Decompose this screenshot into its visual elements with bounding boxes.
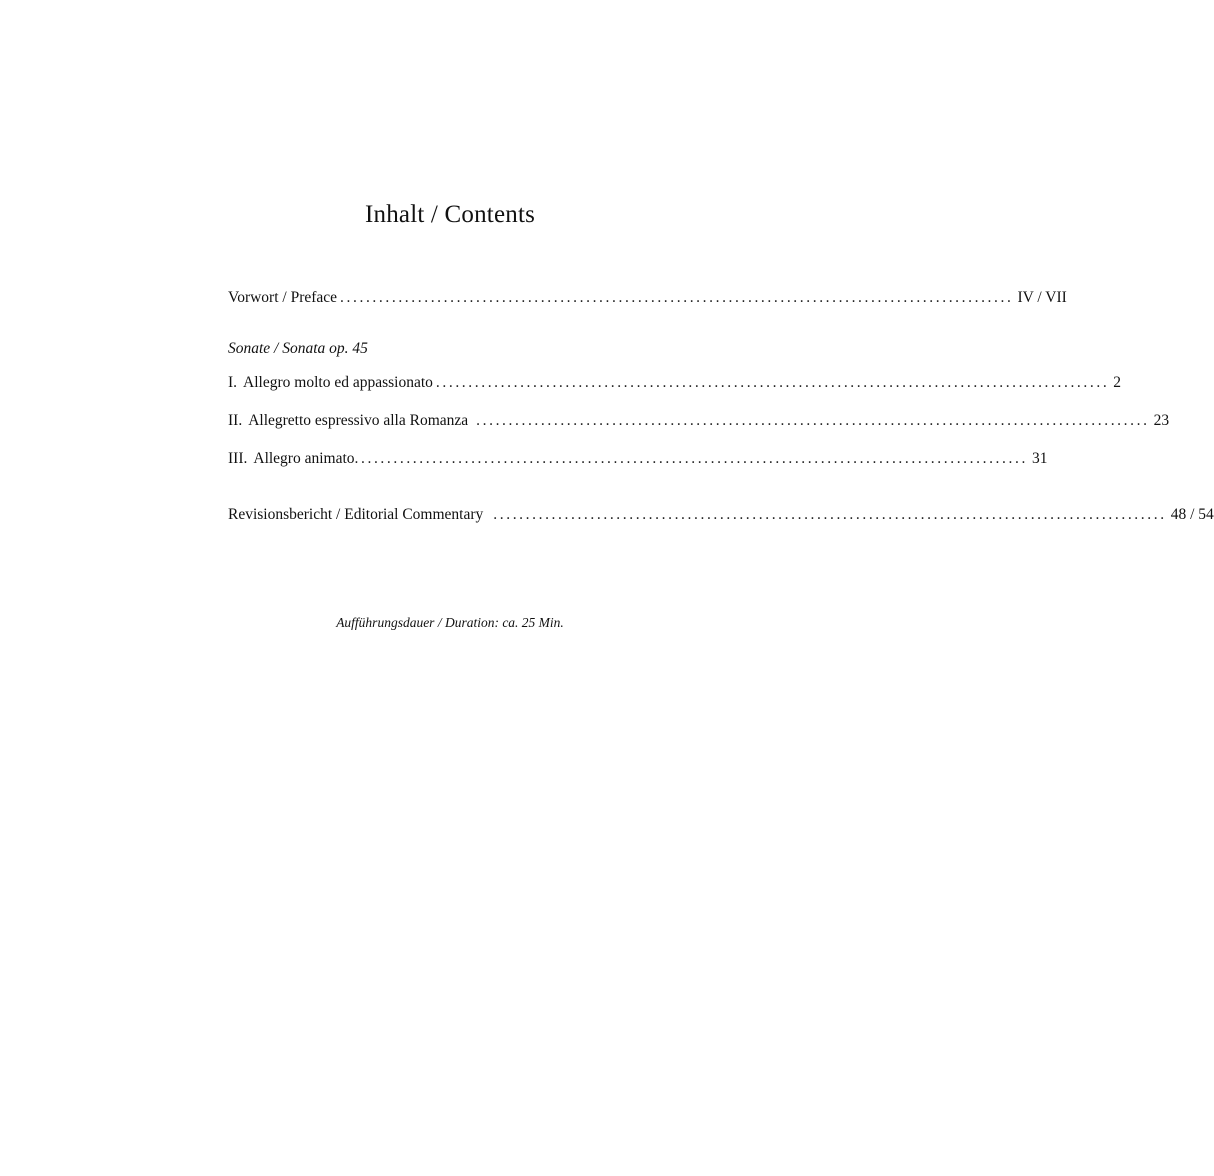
section-heading-sonata: Sonate / Sonata op. 45 (228, 340, 368, 357)
dot-leader: ........................................................................................................ (354, 450, 1028, 467)
toc-entry-label: Revisionsbericht / Editorial Commentary (228, 506, 484, 523)
dot-leader: ........................................................................................................ (435, 374, 1110, 391)
toc-entry-page: 48 / 54 (1170, 506, 1214, 523)
toc-entry-page: 2 (1113, 374, 1122, 391)
toc-entry-label: Allegro molto ed appassionato (243, 374, 433, 391)
dot-leader: ........................................................................................................ (476, 412, 1150, 429)
toc-entry-commentary[interactable] (228, 506, 1214, 524)
toc-entry-page: 31 (1031, 450, 1048, 467)
toc-entry-page: 23 (1153, 412, 1170, 429)
toc-entry-preface[interactable] (228, 289, 1067, 307)
toc-entry-label: Vorwort / Preface (228, 289, 338, 306)
movement-number: II. (228, 412, 243, 429)
toc-entry-movement-2[interactable] (228, 412, 1170, 430)
toc-entry-movement-3[interactable] (228, 450, 1048, 468)
toc-entry-label: Allegro animato (253, 450, 355, 467)
movement-number: I. (228, 374, 238, 391)
toc-entry-label: Allegretto espressivo alla Romanza (248, 412, 469, 429)
dot-leader: ........................................................................................................ (493, 506, 1167, 523)
dot-leader: ........................................................................................................ (340, 289, 1014, 306)
page-title: Inhalt / Contents (364, 201, 536, 228)
performance-duration: Aufführungsdauer / Duration: ca. 25 Min. (336, 615, 564, 630)
toc-entry-movement-1[interactable] (228, 374, 1122, 392)
toc-entry-page: IV / VII (1017, 289, 1067, 306)
movement-number: III. (228, 450, 248, 467)
